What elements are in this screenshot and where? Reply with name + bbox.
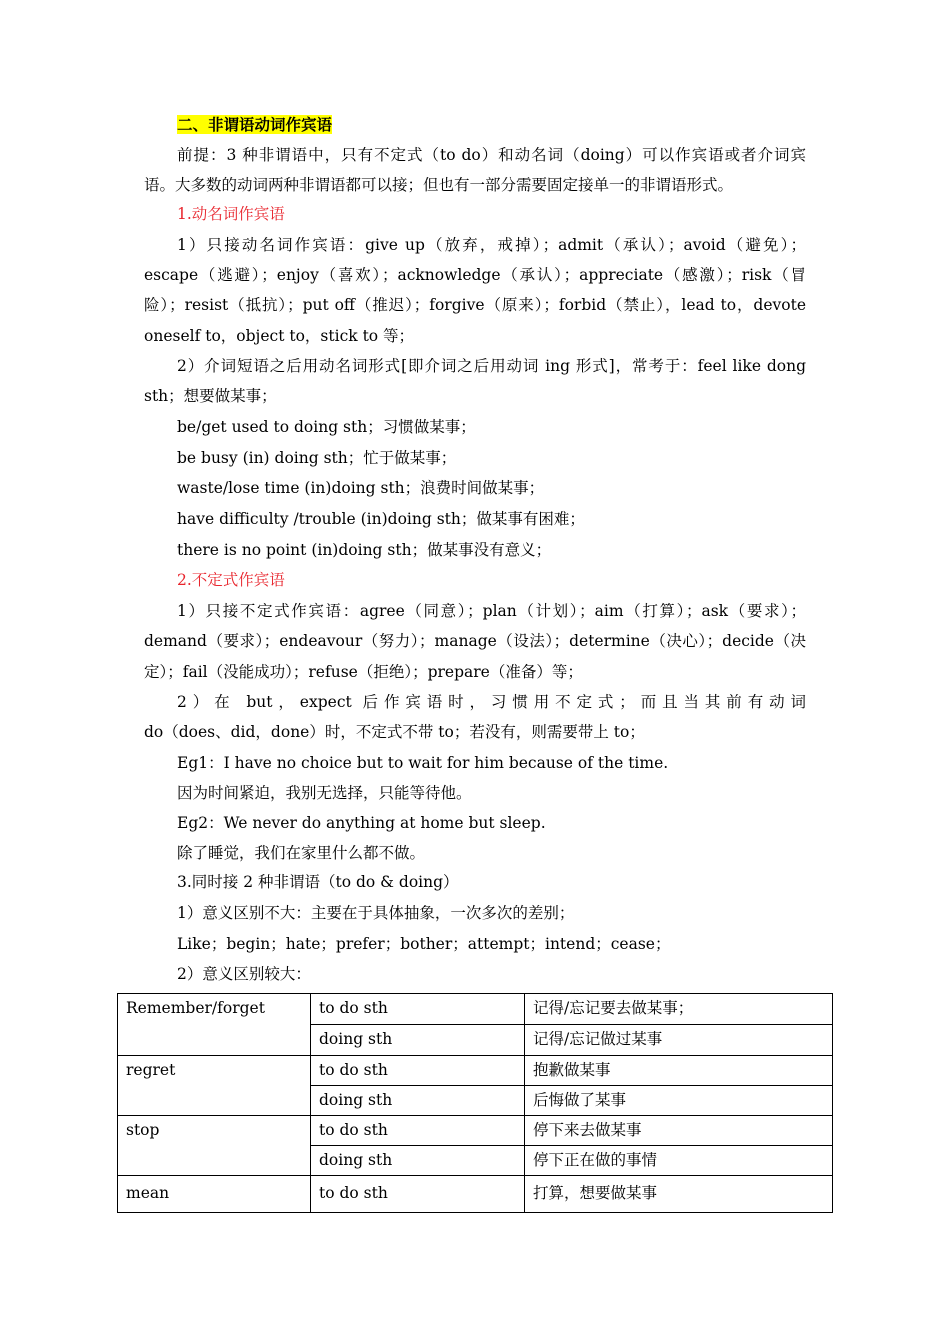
sec1-item: be busy (in) doing sth；忙于做某事； <box>177 449 457 467</box>
comparison-table <box>117 993 833 1213</box>
form-cell: doing sth <box>311 1086 525 1116</box>
table-row <box>118 994 833 1025</box>
sec2-p2-line-2: do（does、did，done）时，不定式不带 to；若没有，则需要带上 to； <box>144 723 645 741</box>
section-heading: 二、非谓语动词作宾语 <box>177 115 333 134</box>
example-1: Eg1：I have no choice but to wait for him because of the time. <box>177 754 669 772</box>
intro-line-1: 前提：3 种非谓语中，只有不定式（to do）和动名词（doing）可以作宾语或者介词宾 <box>177 146 806 164</box>
meaning-cell: 打算，想要做某事 <box>525 1176 833 1213</box>
sec2-p1-line-2: demand（要求）；endeavour（努力）；manage（设法）；determine（决心）；decide（决 <box>144 632 806 650</box>
sec1-item: there is no point (in)doing sth；做某事没有意义； <box>177 541 552 559</box>
verb-cell: mean <box>118 1176 311 1213</box>
sec1-item: be/get used to doing sth；习惯做某事； <box>177 418 476 436</box>
form-cell: to do sth <box>311 1056 525 1086</box>
example-1-translation: 因为时间紧迫，我别无选择，只能等待他。 <box>177 784 472 802</box>
intro-line-2: 语。大多数的动词两种非谓语都可以接；但也有一部分需要固定接单一的非谓语形式。 <box>144 176 734 194</box>
sec1-title: 1.动名词作宾语 <box>177 205 285 223</box>
sec2-p1-line-1: 1）只接不定式作宾语：agree（同意）；plan（计划）；aim（打算）；ask（要求）； <box>177 602 806 620</box>
form-cell: to do sth <box>311 1176 525 1213</box>
form-cell: doing sth <box>311 1025 525 1056</box>
sec2-p2-line-1: 2）在 but，expect 后作宾语时，习惯用不定式；而且当其前有动词 <box>177 693 806 711</box>
sec3-verbs: Like；begin；hate；prefer；bother；attempt；intend；cease； <box>177 935 671 953</box>
sec3-p1: 1）意义区别不大：主要在于具体抽象，一次多次的差别； <box>177 904 575 922</box>
form-cell: to do sth <box>311 994 525 1025</box>
meaning-cell: 记得/忘记做过某事 <box>525 1025 833 1056</box>
table-row <box>118 1116 833 1146</box>
meaning-cell: 停下正在做的事情 <box>525 1146 833 1176</box>
sec3-title: 3.同时接 2 种非谓语（to do & doing） <box>177 873 459 891</box>
form-cell: to do sth <box>311 1116 525 1146</box>
meaning-cell: 抱歉做某事 <box>525 1056 833 1086</box>
sec2-title: 2.不定式作宾语 <box>177 571 285 589</box>
sec1-p2-line-1: 2）介词短语之后用动名词形式[即介词之后用动词 ing 形式]，常考于：feel like dong <box>177 357 806 375</box>
sec1-p1-line-1: 1）只接动名词作宾语：give up（放弃，戒掉）；admit（承认）；avoid（避免）； <box>177 236 806 254</box>
meaning-cell: 后悔做了某事 <box>525 1086 833 1116</box>
form-cell: doing sth <box>311 1146 525 1176</box>
sec1-item: waste/lose time (in)doing sth；浪费时间做某事； <box>177 479 545 497</box>
sec3-p2: 2）意义区别较大： <box>177 965 311 983</box>
verb-cell: regret <box>118 1056 311 1116</box>
sec1-p1-line-2: escape（逃避）；enjoy（喜欢）；acknowledge（承认）；appreciate（感激）；risk（冒 <box>144 266 806 284</box>
verb-cell: Remember/forget <box>118 994 311 1056</box>
example-2: Eg2：We never do anything at home but sleep. <box>177 814 546 832</box>
table-row <box>118 1056 833 1086</box>
sec1-p1-line-3: 险）；resist（抵抗）；put off（推迟）；forgive（原来）；forbid（禁止），lead to，devote <box>144 296 806 314</box>
sec1-p1-line-4: oneself to，object to，stick to 等； <box>144 327 415 345</box>
meaning-cell: 停下来去做某事 <box>525 1116 833 1146</box>
verb-cell: stop <box>118 1116 311 1176</box>
table-row <box>118 1176 833 1213</box>
sec1-p2-line-2: sth；想要做某事； <box>144 387 277 405</box>
sec1-item: have difficulty /trouble (in)doing sth；做某事有困难； <box>177 510 585 528</box>
meaning-cell: 记得/忘记要去做某事； <box>525 994 833 1025</box>
sec2-p1-line-3: 定）；fail（没能成功）；refuse（拒绝）；prepare（准备）等； <box>144 663 583 681</box>
example-2-translation: 除了睡觉，我们在家里什么都不做。 <box>177 844 426 862</box>
